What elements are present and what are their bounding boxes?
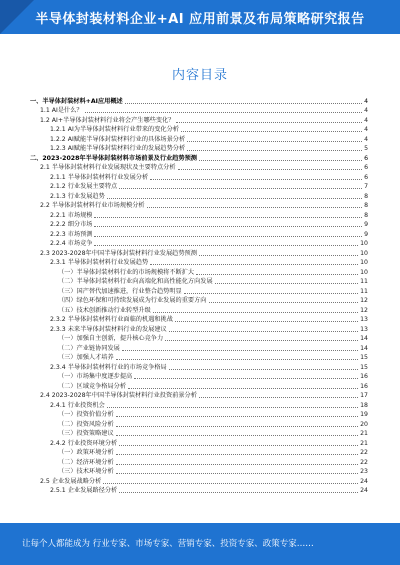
toc-entry-page: 4 xyxy=(364,107,368,114)
toc-entry-label: 2.2.4 市场竞争 xyxy=(50,240,93,247)
toc-entry-page: 15 xyxy=(360,354,368,361)
toc-entry[interactable] xyxy=(30,448,368,458)
toc-dot-leader xyxy=(178,169,363,170)
toc-entry-label: 2.4 2023-2028年中国半导体封装材料行业投资前景分析 xyxy=(40,392,197,399)
toc-entry-label: （一）市场集中度逐步提高 xyxy=(58,373,133,380)
table-of-contents xyxy=(30,96,368,495)
toc-entry[interactable] xyxy=(30,267,368,277)
toc-dot-leader xyxy=(196,274,358,275)
toc-entry[interactable] xyxy=(30,457,368,467)
toc-entry[interactable] xyxy=(30,353,368,363)
toc-entry-label: 一、半导体封装材料+AI应用概述 xyxy=(30,97,123,105)
toc-dot-leader xyxy=(199,160,362,161)
toc-entry-label: 2.5.1 企业发展路径分析 xyxy=(50,487,118,494)
toc-entry[interactable] xyxy=(30,429,368,439)
toc-entry-label: （二）经济环境分析 xyxy=(58,458,114,466)
toc-entry-label: 1.1 AI是什么？ xyxy=(40,107,83,114)
toc-entry[interactable] xyxy=(30,438,368,448)
toc-entry[interactable] xyxy=(30,286,368,296)
toc-entry-page: 14 xyxy=(360,335,368,342)
toc-entry[interactable] xyxy=(30,334,368,344)
toc-entry-page: 6 xyxy=(364,164,368,171)
toc-entry-label: 1.2.1 AI为半导体封装材料行业带来的变化分析 xyxy=(50,126,179,133)
toc-entry-page: 24 xyxy=(360,487,368,494)
footer-slogan: 让每个人都能成为 行业专家、市场专家、营销专家、投资专家、政策专家…… xyxy=(22,539,314,549)
toc-dot-leader xyxy=(116,435,358,436)
toc-entry-page: 15 xyxy=(360,363,368,371)
toc-entry[interactable] xyxy=(30,381,368,391)
toc-entry-page: 11 xyxy=(360,287,368,295)
toc-entry-label: 1.2.2 AI赋能半导体封装材料行业的具体场景分析 xyxy=(50,135,186,143)
toc-entry[interactable] xyxy=(30,239,368,249)
toc-entry[interactable] xyxy=(30,201,368,211)
toc-entry[interactable] xyxy=(30,134,368,144)
toc-dot-leader xyxy=(125,103,362,104)
toc-dot-leader xyxy=(176,122,362,123)
toc-entry[interactable] xyxy=(30,144,368,154)
toc-entry[interactable] xyxy=(30,163,368,173)
toc-dot-leader xyxy=(119,492,358,493)
toc-dot-leader xyxy=(215,283,358,284)
toc-dot-leader xyxy=(107,407,358,408)
toc-entry-label: 1.2 AI+半导体封装材料行业将会产生哪些变化？ xyxy=(40,116,175,124)
toc-entry-page: 12 xyxy=(360,297,368,304)
toc-entry-page: 8 xyxy=(364,202,368,209)
toc-entry-label: （一）政策环境分析 xyxy=(58,449,114,456)
toc-entry-page: 21 xyxy=(360,430,368,437)
toc-entry-page: 6 xyxy=(364,154,368,162)
toc-dot-leader xyxy=(116,454,358,455)
toc-dot-leader xyxy=(175,321,358,322)
toc-entry-page: 9 xyxy=(364,221,368,228)
toc-entry-page: 13 xyxy=(360,316,368,323)
toc-dot-leader xyxy=(107,198,362,199)
toc-dot-leader xyxy=(94,245,358,246)
toc-entry-label: （三）投资策略建议 xyxy=(58,430,114,437)
toc-entry[interactable] xyxy=(30,343,368,353)
footer-banner xyxy=(0,523,400,565)
toc-entry[interactable] xyxy=(30,419,368,429)
toc-entry-page: 17 xyxy=(360,392,368,399)
toc-entry[interactable] xyxy=(30,248,368,258)
toc-entry[interactable] xyxy=(30,467,368,477)
toc-entry[interactable] xyxy=(30,315,368,325)
toc-entry-page: 9 xyxy=(364,230,368,238)
toc-dot-leader xyxy=(181,131,362,132)
toc-entry-label: 2.2.1 市场规模 xyxy=(50,211,93,219)
toc-entry-page: 19 xyxy=(360,411,368,418)
toc-entry[interactable] xyxy=(30,106,368,116)
toc-entry-label: （一）半导体封装材料行业的市场规模将不断扩大 xyxy=(58,268,195,276)
toc-entry[interactable] xyxy=(30,296,368,306)
report-title: 半导体封装材料企业+AI 应用前景及布局策略研究报告 xyxy=(35,12,365,27)
toc-entry-page: 14 xyxy=(360,344,368,352)
toc-dot-leader xyxy=(169,369,358,370)
toc-entry-label: 2.2.3 市场预测 xyxy=(50,230,93,238)
toc-dot-leader xyxy=(147,207,362,208)
toc-entry-label: 2.1.2 行业发展主要特点 xyxy=(50,183,118,190)
toc-entry-page: 22 xyxy=(360,449,368,456)
toc-entry[interactable] xyxy=(30,362,368,372)
toc-entry-page: 4 xyxy=(364,126,368,133)
toc-entry-label: 2.3.1 半导体封装材料行业发展趋势 xyxy=(50,259,149,266)
toc-entry-label: （三）国产替代加速推进，行业整合趋势明显 xyxy=(58,287,182,295)
toc-dot-leader xyxy=(187,150,362,151)
toc-dot-leader xyxy=(150,179,362,180)
toc-entry[interactable] xyxy=(30,172,368,182)
toc-entry[interactable] xyxy=(30,182,368,192)
toc-dot-leader xyxy=(116,359,358,360)
toc-dot-leader xyxy=(85,112,362,113)
toc-dot-leader xyxy=(184,293,358,294)
toc-dot-leader xyxy=(116,426,358,427)
toc-entry-page: 24 xyxy=(360,477,368,485)
toc-entry-page: 23 xyxy=(360,468,368,475)
toc-dot-leader xyxy=(122,350,358,351)
toc-entry[interactable] xyxy=(30,220,368,230)
toc-entry-page: 7 xyxy=(364,183,368,190)
toc-entry[interactable] xyxy=(30,391,368,401)
toc-entry-label: 2.1.1 半导体封装材料行业发展分析 xyxy=(50,173,149,181)
toc-entry-label: （三）技术环境分析 xyxy=(58,468,114,475)
toc-dot-leader xyxy=(199,397,358,398)
toc-entry-page: 11 xyxy=(360,278,368,285)
toc-entry-label: （二）半导体封装材料行业向高端化和高性能化方向发展 xyxy=(58,278,213,285)
toc-entry-page: 12 xyxy=(360,306,368,314)
toc-entry-label: 2.2 半导体封装材料行业市场规模分析 xyxy=(40,202,145,209)
toc-entry-label: 2.3 2023-2028年中国半导体封装材料行业发展趋势预测 xyxy=(40,249,197,257)
toc-entry-label: 二、2023-2028年半导体封装材料市场前景及行业趋势预测 xyxy=(30,154,197,162)
toc-entry-label: （一）加强自主创新，提升核心竞争力 xyxy=(58,335,164,342)
toc-entry[interactable] xyxy=(30,476,368,486)
toc-dot-leader xyxy=(94,236,362,237)
toc-entry-page: 8 xyxy=(364,192,368,200)
toc-entry[interactable] xyxy=(30,277,368,287)
toc-heading: 内容目录 xyxy=(171,68,228,83)
toc-entry[interactable] xyxy=(30,229,368,239)
toc-entry-page: 16 xyxy=(360,373,368,380)
toc-dot-leader xyxy=(94,217,362,218)
toc-entry-page: 5 xyxy=(364,145,368,152)
toc-dot-leader xyxy=(150,264,358,265)
toc-entry-label: 2.4.1 行业投资机会 xyxy=(50,401,105,409)
toc-entry-label: 2.3.4 半导体封装材料行业的市场竞争格局 xyxy=(50,363,167,371)
toc-entry-label: 2.1.3 行业发展趋势 xyxy=(50,192,105,200)
toc-entry-page: 4 xyxy=(364,97,368,105)
toc-entry[interactable] xyxy=(30,324,368,334)
toc-dot-leader xyxy=(116,473,358,474)
toc-entry[interactable] xyxy=(30,400,368,410)
toc-entry[interactable] xyxy=(30,305,368,315)
toc-entry[interactable] xyxy=(30,372,368,382)
toc-dot-leader xyxy=(134,378,358,379)
toc-entry[interactable] xyxy=(30,153,368,163)
toc-entry-page: 8 xyxy=(364,211,368,219)
toc-dot-leader xyxy=(165,340,358,341)
toc-entry-label: 2.2.2 细分市场 xyxy=(50,221,93,228)
toc-entry-page: 10 xyxy=(360,268,368,276)
toc-entry-page: 10 xyxy=(360,240,368,247)
toc-entry[interactable] xyxy=(30,115,368,125)
toc-dot-leader xyxy=(103,483,358,484)
toc-entry-page: 20 xyxy=(360,420,368,428)
toc-entry[interactable] xyxy=(30,410,368,420)
toc-entry-label: （二）区域竞争格局分析 xyxy=(58,382,127,390)
toc-dot-leader xyxy=(94,226,362,227)
toc-entry[interactable] xyxy=(30,258,368,268)
toc-entry-page: 4 xyxy=(364,116,368,124)
toc-entry-label: （五）技术创新推动行业转型升级 xyxy=(58,306,151,314)
toc-entry-page: 6 xyxy=(364,173,368,181)
toc-entry-page: 10 xyxy=(360,259,368,266)
header-banner xyxy=(0,0,400,34)
toc-dot-leader xyxy=(119,445,358,446)
toc-entry-label: （四）绿色环保和可持续发展成为行业发展的重要方向 xyxy=(58,297,207,304)
toc-entry-label: 2.4.2 行业投资环境分析 xyxy=(50,439,118,447)
toc-entry-label: 2.3.3 未来半导体封装材料行业的发展建议 xyxy=(50,325,167,333)
toc-entry-page: 16 xyxy=(360,382,368,390)
toc-dot-leader xyxy=(209,302,359,303)
toc-dot-leader xyxy=(199,255,358,256)
toc-dot-leader xyxy=(187,141,362,142)
toc-entry-page: 4 xyxy=(364,135,368,143)
toc-dot-leader xyxy=(116,416,358,417)
toc-entry[interactable] xyxy=(30,486,368,496)
toc-dot-leader xyxy=(128,388,358,389)
toc-dot-leader xyxy=(116,464,358,465)
toc-entry[interactable] xyxy=(30,210,368,220)
toc-entry[interactable] xyxy=(30,96,368,106)
toc-entry-label: （三）加强人才培养 xyxy=(58,354,114,361)
toc-entry[interactable] xyxy=(30,125,368,135)
toc-entry-label: 2.5 企业发展战略分析 xyxy=(40,477,102,485)
toc-entry-page: 21 xyxy=(360,439,368,447)
toc-entry-page: 10 xyxy=(360,249,368,257)
toc-dot-leader xyxy=(119,188,362,189)
toc-entry-page: 18 xyxy=(360,401,368,409)
toc-entry-label: （二）产业链协同发展 xyxy=(58,344,120,352)
toc-entry-label: 2.3.2 半导体封装材料行业面临的机遇和挑战 xyxy=(50,316,173,323)
toc-entry-label: （二）投资风险分析 xyxy=(58,420,114,428)
toc-dot-leader xyxy=(153,312,358,313)
toc-entry-page: 22 xyxy=(360,458,368,466)
toc-entry-label: 2.1 半导体封装材料行业发展现状及主要特点分析 xyxy=(40,164,176,171)
toc-entry-label: （一）投资价值分析 xyxy=(58,411,114,418)
toc-entry[interactable] xyxy=(30,191,368,201)
toc-entry-label: 1.2.3 AI赋能半导体封装材料行业的发展趋势分析 xyxy=(50,145,186,152)
toc-entry-page: 13 xyxy=(360,325,368,333)
toc-dot-leader xyxy=(169,331,358,332)
